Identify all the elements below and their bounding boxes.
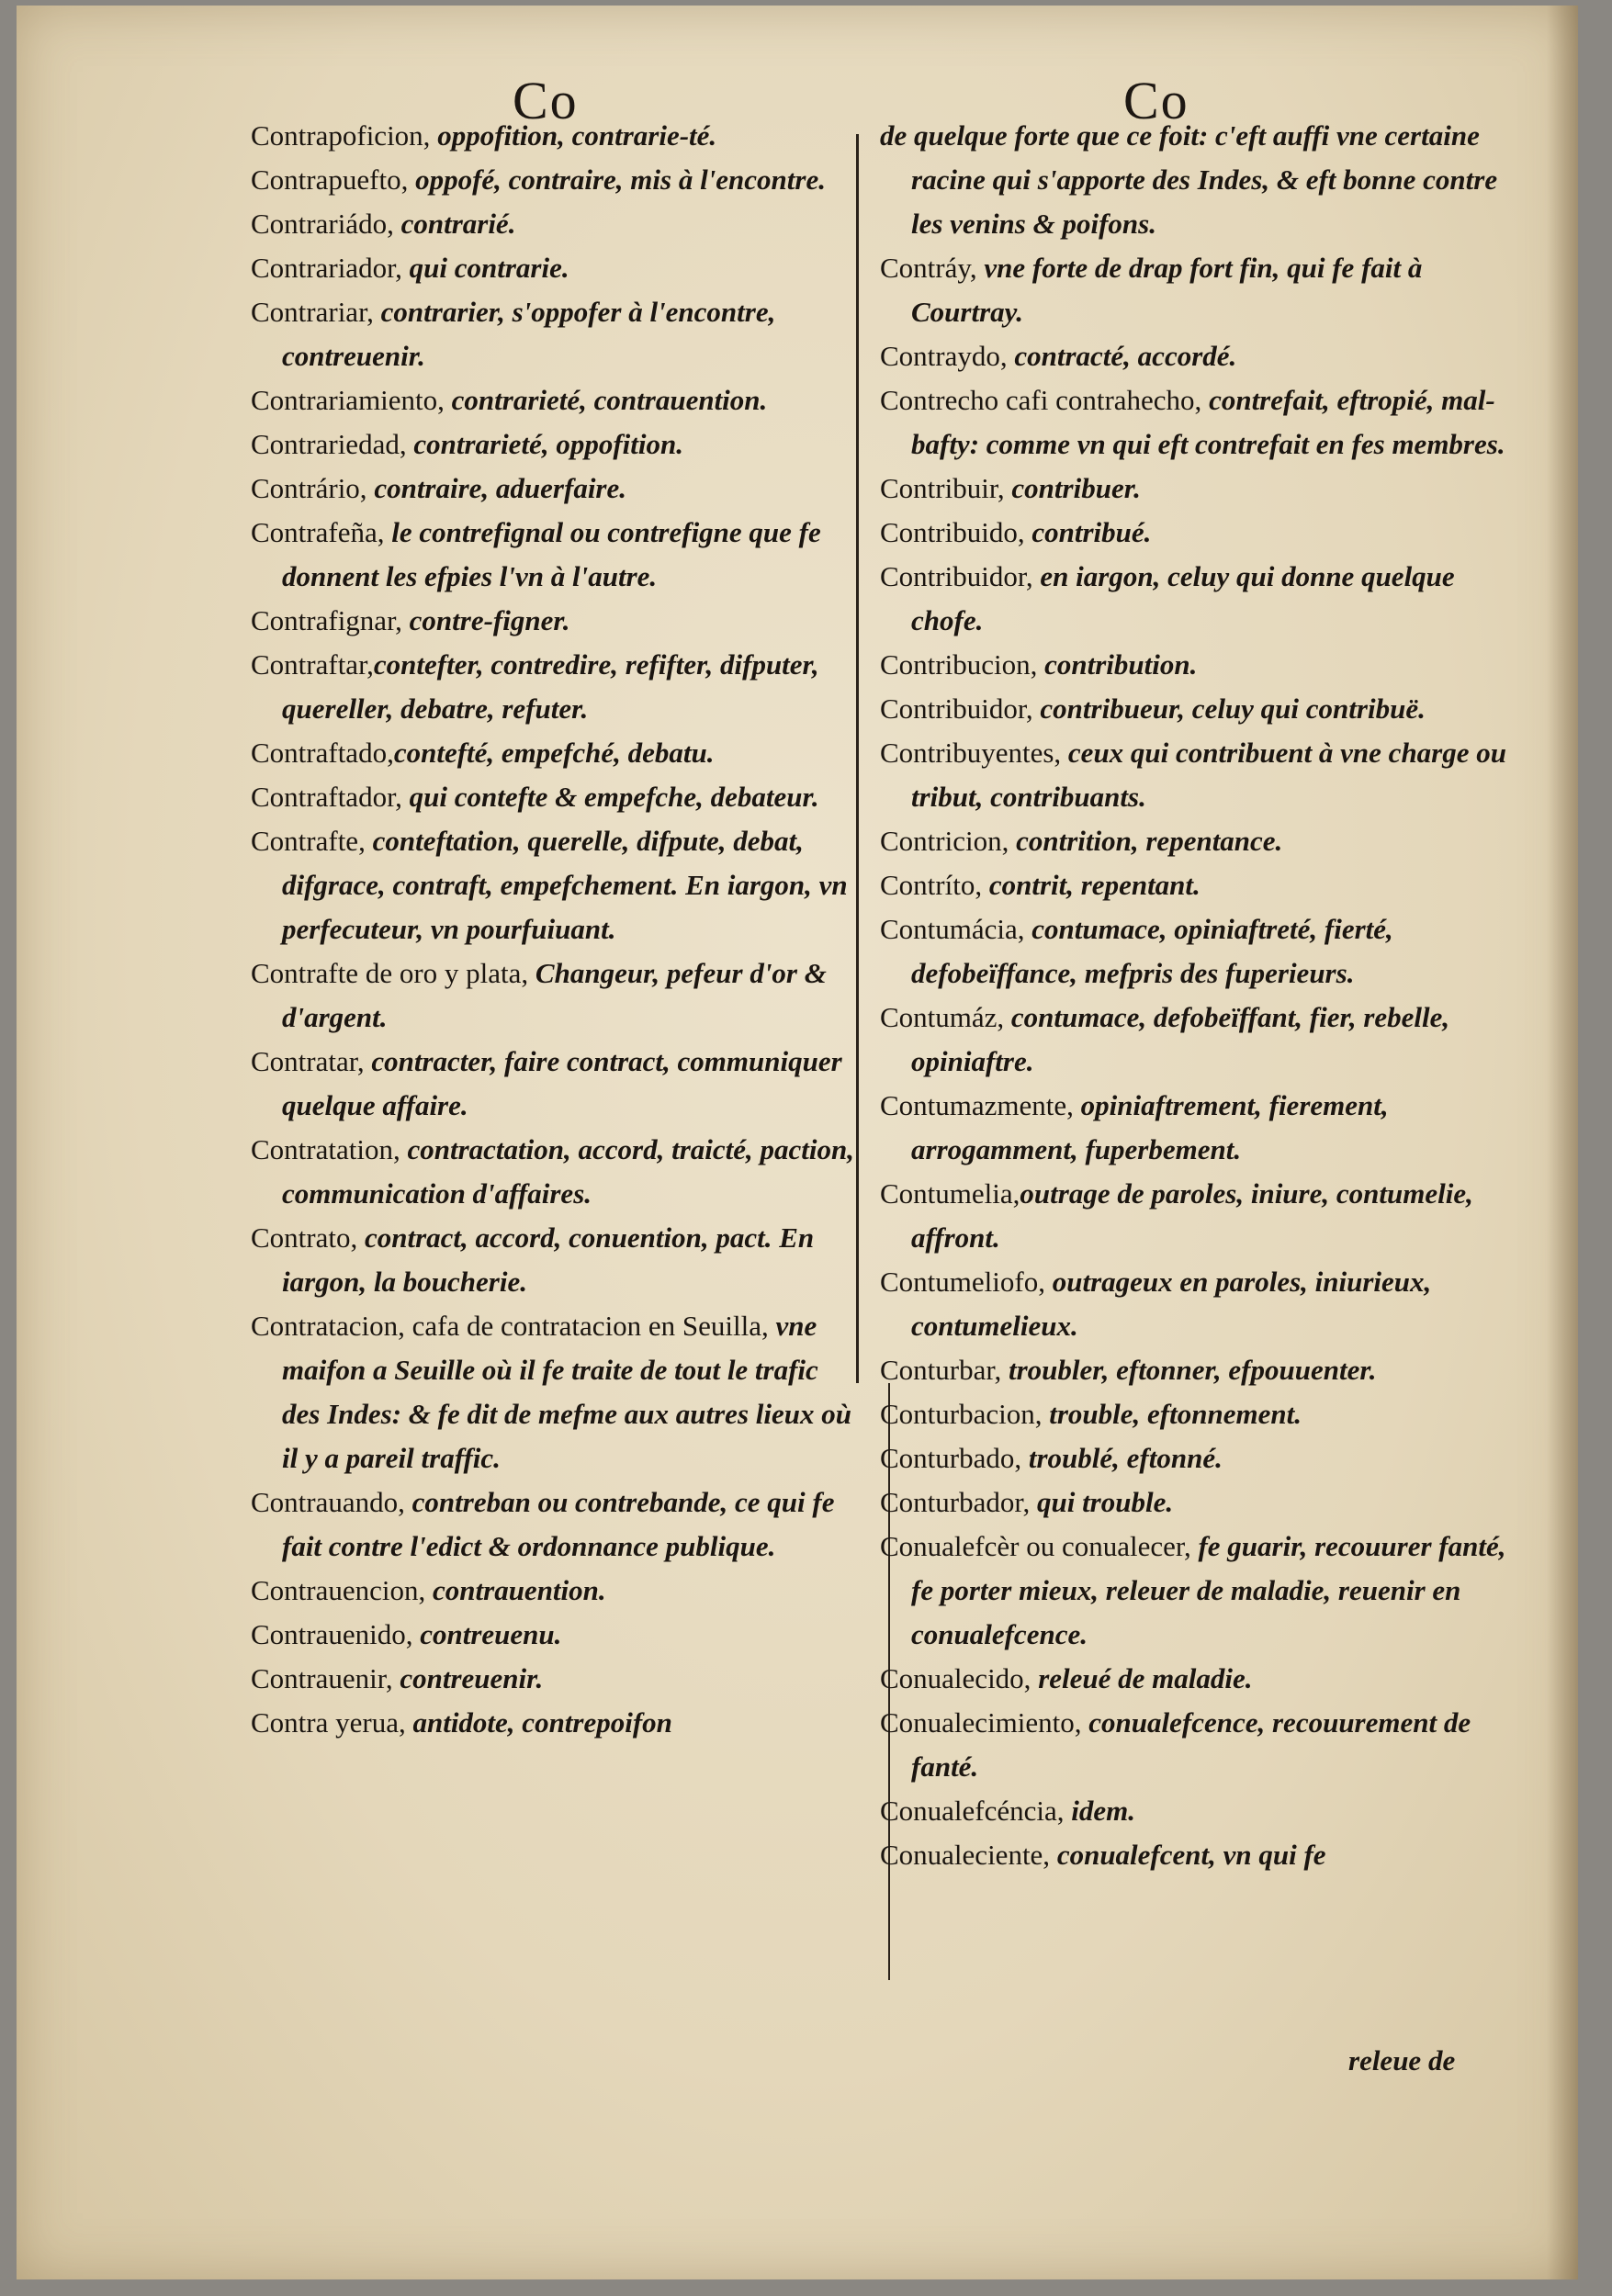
dictionary-entry <box>880 1789 1514 1833</box>
entry-definition: releué de maladie. <box>1031 1662 1253 1694</box>
entry-definition: conualefcence, recouurement de fanté. <box>911 1706 1471 1783</box>
entry-definition: qui contrarie. <box>401 252 569 284</box>
entry-headword: Conualefcéncia, <box>880 1795 1065 1827</box>
entry-definition: troublé, eftonné. <box>1021 1442 1223 1474</box>
dictionary-entry <box>880 1348 1514 1392</box>
entry-definition: contefter, contredire, refifter, difputer, quereller, debatre, refuter. <box>282 648 819 725</box>
entry-headword: Contrariedad, <box>251 428 407 460</box>
entry-definition: conteftation, querelle, difpute, debat, difgrace, contraft, empefchement. En iargon, vn perfecuteur, vn pourfuiuant. <box>282 825 848 945</box>
entry-definition: opiniaftrement, fierement, arrogamment, fuperbement. <box>911 1089 1389 1165</box>
dictionary-entry <box>880 114 1514 246</box>
entry-definition: contractation, accord, traicté, paction, communication d'affaires. <box>282 1133 854 1210</box>
entry-definition: vne maifon a Seuille où il fe traite de tout le trafic des Indes: & fe dit de mefme aux autres lieux où il y a pareil traffic. <box>282 1310 851 1474</box>
dictionary-entry <box>880 246 1514 334</box>
entry-headword: Conualecido, <box>880 1662 1031 1694</box>
entry-definition: contribution. <box>1037 648 1198 681</box>
entry-headword: Conturbacion, <box>880 1398 1043 1430</box>
dictionary-entry <box>880 643 1514 687</box>
entry-definition: antidote, contrepoifon <box>405 1706 672 1739</box>
entry-headword: Contráy, <box>880 252 977 284</box>
dictionary-entry <box>880 907 1514 996</box>
dictionary-entry <box>251 290 857 378</box>
entry-headword: Contrecho cafi contrahecho, <box>880 384 1202 416</box>
entry-headword: Contrariar, <box>251 296 374 328</box>
catchword: releue de <box>1348 2044 1456 2077</box>
entry-definition: de quelque forte que ce foit: c'eft auffi vne certaine racine qui s'apporte des Indes, & eft bonne contre les venins & poifons. <box>880 119 1498 240</box>
entry-headword: Conturbado, <box>880 1442 1022 1474</box>
entry-headword: Contra yerua, <box>251 1706 406 1739</box>
entry-definition: fe guarir, recouurer fanté, fe porter mieux, releuer de maladie, reuenir en conualefcence. <box>911 1530 1506 1650</box>
entry-definition: contreban ou contrebande, ce qui fe fait contre l'edict & ordonnance publique. <box>282 1486 835 1562</box>
entry-headword: Contrauenir, <box>251 1662 393 1694</box>
entry-headword: Contratation, <box>251 1133 400 1165</box>
dictionary-entry <box>880 334 1514 378</box>
entry-headword: Contraftado, <box>251 737 394 769</box>
entry-definition: contrauention. <box>425 1574 606 1606</box>
entry-headword: Conturbar, <box>880 1354 1002 1386</box>
entry-definition: contrit, repentant. <box>982 869 1201 901</box>
book-page <box>17 6 1578 2279</box>
dictionary-entry <box>880 1172 1514 1260</box>
dictionary-entry <box>251 1701 857 1745</box>
entry-headword: Contribuir, <box>880 472 1005 504</box>
dictionary-entry <box>251 1216 857 1304</box>
dictionary-entry <box>880 1701 1514 1789</box>
dictionary-entry <box>880 1657 1514 1701</box>
entry-headword: Contraftador, <box>251 781 402 813</box>
dictionary-entry <box>880 555 1514 643</box>
entry-headword: Contribuidor, <box>880 692 1033 725</box>
dictionary-entry <box>880 819 1514 863</box>
left-column <box>251 114 857 1745</box>
entry-headword: Contumáz, <box>880 1001 1005 1033</box>
entry-headword: Contumeliofo, <box>880 1266 1045 1298</box>
entry-headword: Contribuyentes, <box>880 737 1062 769</box>
entry-definition: le contrefignal ou contrefigne que fe donnent les efpies l'vn à l'autre. <box>282 516 821 592</box>
entry-headword: Contrário, <box>251 472 367 504</box>
dictionary-entry <box>880 1436 1514 1480</box>
entry-definition: contreuenu. <box>412 1618 562 1650</box>
entry-headword: Conualecimiento, <box>880 1706 1082 1739</box>
entry-headword: Conualefcèr ou conualecer, <box>880 1530 1191 1562</box>
entry-headword: Contumazmente, <box>880 1089 1074 1121</box>
left-running-head: Co <box>513 71 579 130</box>
dictionary-entry <box>251 643 857 731</box>
entry-headword: Contríto, <box>880 869 983 901</box>
entry-definition: contrarieté, contrauention. <box>444 384 768 416</box>
entry-definition: qui contefte & empefche, debateur. <box>401 781 819 813</box>
entry-definition: contefté, empefché, debatu. <box>393 737 715 769</box>
entry-definition: ceux qui contribuent à vne charge ou tribut, contribuants. <box>911 737 1507 813</box>
entry-definition: contrition, repentance. <box>1009 825 1283 857</box>
dictionary-entry <box>251 511 857 599</box>
entry-headword: Contumelia, <box>880 1177 1020 1210</box>
entry-definition: en iargon, celuy qui donne quelque chofe. <box>911 560 1455 636</box>
dictionary-entry <box>251 775 857 819</box>
dictionary-entry <box>880 731 1514 819</box>
dictionary-entry <box>251 246 857 290</box>
entry-definition: conualefcent, vn qui fe <box>1050 1839 1326 1871</box>
entry-definition: contracter, faire contract, communiquer quelque affaire. <box>282 1045 842 1121</box>
entry-definition: contumace, defobeïffant, fier, rebelle, opiniaftre. <box>911 1001 1450 1077</box>
entry-definition: contre-figner. <box>401 604 570 636</box>
dictionary-entry <box>251 467 857 511</box>
right-running-head: Co <box>1123 71 1189 130</box>
dictionary-entry <box>880 1260 1514 1348</box>
dictionary-entry <box>251 731 857 775</box>
entry-headword: Contribuidor, <box>880 560 1033 592</box>
entry-headword: Contraftar, <box>251 648 374 681</box>
entry-definition: contumace, opiniaftreté, fierté, defobeïffance, mefpris des fuperieurs. <box>911 913 1393 989</box>
dictionary-entry <box>251 819 857 951</box>
dictionary-entry <box>251 1304 857 1480</box>
dictionary-entry <box>880 378 1514 467</box>
dictionary-entry <box>251 202 857 246</box>
dictionary-entry <box>251 1613 857 1657</box>
entry-definition: troubler, eftonner, efpouuenter. <box>1001 1354 1377 1386</box>
dictionary-entry <box>880 1392 1514 1436</box>
entry-headword: Contribuido, <box>880 516 1025 548</box>
dictionary-entry <box>880 1833 1514 1877</box>
entry-definition: Changeur, pefeur d'or & d'argent. <box>282 957 827 1033</box>
entry-definition: oppofition, contrarie-té. <box>430 119 717 152</box>
entry-headword: Contrafte de oro y plata, <box>251 957 529 989</box>
right-column <box>880 114 1514 1877</box>
entry-headword: Conualeciente, <box>880 1839 1051 1871</box>
entry-headword: Contrafte, <box>251 825 366 857</box>
entry-definition: contribueur, celuy qui contribuë. <box>1032 692 1426 725</box>
entry-definition: contreuenir. <box>392 1662 544 1694</box>
entry-headword: Contrafignar, <box>251 604 402 636</box>
dictionary-entry <box>251 1040 857 1128</box>
entry-definition: contrarié. <box>393 208 516 240</box>
entry-headword: Contrapuefto, <box>251 163 409 196</box>
dictionary-entry <box>251 422 857 467</box>
entry-headword: Conturbador, <box>880 1486 1031 1518</box>
entry-headword: Contricion, <box>880 825 1009 857</box>
entry-headword: Contrafeña, <box>251 516 385 548</box>
entry-definition: contracté, accordé. <box>1007 340 1237 372</box>
entry-definition: contrarier, s'oppofer à l'encontre, contreuenir. <box>282 296 776 372</box>
entry-definition: idem. <box>1064 1795 1136 1827</box>
entry-definition: trouble, eftonnement. <box>1042 1398 1302 1430</box>
entry-headword: Contrariádo, <box>251 208 394 240</box>
entry-headword: Contraydo, <box>880 340 1008 372</box>
entry-headword: Contribucion, <box>880 648 1038 681</box>
dictionary-entry <box>251 158 857 202</box>
entry-definition: vne forte de drap fort fin, qui fe fait à Courtray. <box>911 252 1423 328</box>
dictionary-entry <box>251 1569 857 1613</box>
entry-definition: contrefait, eftropié, mal-bafty: comme vn qui eft contrefait en fes membres. <box>911 384 1505 460</box>
dictionary-entry <box>251 599 857 643</box>
entry-definition: contraire, aduerfaire. <box>366 472 626 504</box>
entry-definition: contribuer. <box>1004 472 1141 504</box>
dictionary-entry <box>251 1657 857 1701</box>
dictionary-entry <box>880 1525 1514 1657</box>
dictionary-entry <box>880 687 1514 731</box>
entry-definition: outrageux en paroles, iniurieux, contumelieux. <box>911 1266 1432 1342</box>
entry-headword: Contratacion, cafa de contratacion en Seuilla, <box>251 1310 769 1342</box>
entry-headword: Contrato, <box>251 1221 358 1254</box>
entry-headword: Contumácia, <box>880 913 1025 945</box>
dictionary-entry <box>251 378 857 422</box>
dictionary-entry <box>880 1480 1514 1525</box>
dictionary-entry <box>880 863 1514 907</box>
entry-definition: contract, accord, conuention, pact. En iargon, la boucherie. <box>282 1221 815 1298</box>
entry-headword: Contrapoficion, <box>251 119 431 152</box>
dictionary-entry <box>880 996 1514 1084</box>
entry-definition: contribué. <box>1024 516 1152 548</box>
dictionary-entry <box>251 1128 857 1216</box>
entry-definition: contrarieté, oppofition. <box>406 428 683 460</box>
entry-headword: Contratar, <box>251 1045 365 1077</box>
dictionary-entry <box>880 511 1514 555</box>
entry-headword: Contrauando, <box>251 1486 405 1518</box>
page-gutter-shadow <box>1547 6 1578 2279</box>
dictionary-entry <box>251 1480 857 1569</box>
dictionary-entry <box>251 951 857 1040</box>
dictionary-entry <box>880 467 1514 511</box>
entry-headword: Contrauencion, <box>251 1574 426 1606</box>
entry-headword: Contrauenido, <box>251 1618 413 1650</box>
dictionary-entry <box>880 1084 1514 1172</box>
dictionary-entry <box>251 114 857 158</box>
entry-headword: Contrariamiento, <box>251 384 445 416</box>
entry-headword: Contrariador, <box>251 252 402 284</box>
entry-definition: oppofé, contraire, mis à l'encontre. <box>408 163 826 196</box>
entry-definition: qui trouble. <box>1030 1486 1174 1518</box>
entry-definition: outrage de paroles, iniure, contumelie, affront. <box>911 1177 1473 1254</box>
